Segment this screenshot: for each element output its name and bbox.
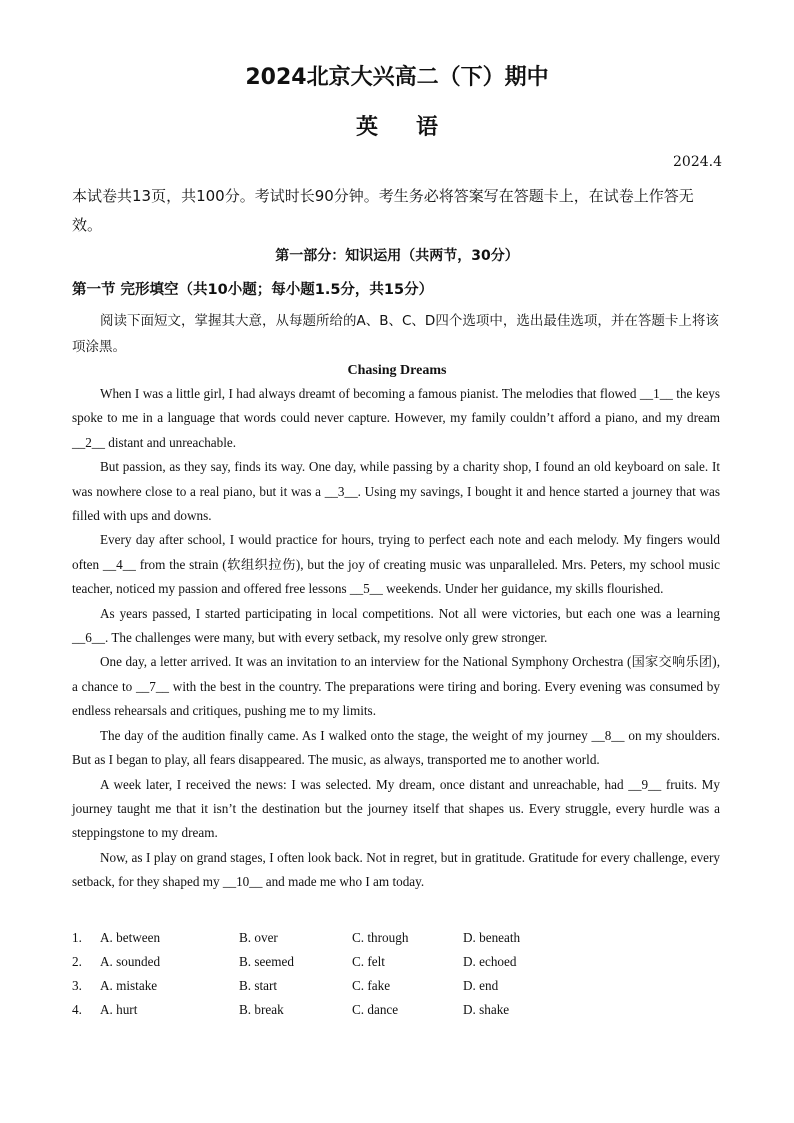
passage-paragraph: One day, a letter arrived. It was an invitation to an interview for the National Symphony Orchestra (国家交响乐团), a chance to __7__ with the best in the country. The preparations were tiring and boring. Every evening was consumed by endless rehearsals and critiques, pushing me to my limits. [72,654,720,719]
passage-paragraph: But passion, as they say, finds its way. One day, while passing by a charity shop, I found an old keyboard on sale. It was nowhere close to a real piano, but it was a __3__. Using my savings, I bought it and hence started a journey that was filled with ups and downs. [72,459,720,524]
question-row [72,950,722,974]
exam-title: 2024北京大兴高二（下）期中 [245,65,549,90]
option-c: C. felt [352,954,385,969]
option-b: B. over [239,930,278,945]
passage-paragraph: The day of the audition finally came. As I walked onto the stage, the weight of my journey __8__ on my shoulders. But as I began to play, all fears disappeared. The music, as always, transported me to another world. [72,727,720,768]
option-c: C. dance [352,1002,399,1017]
subject-title: 英语 [355,115,476,140]
part-heading: 第一部分：知识运用（共两节，30分） [275,248,519,264]
question-number: 2. [72,954,82,969]
passage-paragraph: When I was a little girl, I had always dreamt of becoming a famous pianist. The melodies that flowed __1__ the keys spoke to me in a language that words could never capture. However, my family couldn’t afford a piano, and my dream __2__ distant and unreachable. [72,386,720,450]
option-d: D. echoed [463,954,517,969]
option-a: A. mistake [100,978,158,993]
option-a: A. sounded [100,954,161,969]
question-options [72,926,722,1022]
question-number: 3. [72,978,82,993]
section-instructions: 阅读下面短文，掌握其大意，从每题所给的A、B、C、D四个选项中，选出最佳选项，并在答题卡上将该项涂黑。 [72,313,719,355]
option-a: A. hurt [100,1002,138,1017]
option-d: D. shake [463,1002,510,1017]
section-heading: 第一节 完形填空（共10小题；每小题1.5分，共15分） [72,282,434,298]
option-c: C. fake [352,978,391,993]
question-row [72,998,722,1022]
exam-date: 2024.4 [673,154,722,170]
passage-paragraph: Now, as I play on grand stages, I often look back. Not in regret, but in gratitude. Gratitude for every challenge, every setback, for they shaped my __10__ and made me who I am today. [72,849,720,890]
question-number: 4. [72,1002,82,1017]
passage-paragraph: As years passed, I started participating in local competitions. Not all were victories, but each one was a learning __6__. The challenges were many, but with every setback, my resolve only grew stronger. [72,605,720,646]
option-c: C. through [352,930,409,945]
passage-body [72,382,720,895]
option-b: B. start [239,978,278,993]
passage-paragraph: Every day after school, I would practice for hours, trying to perfect each note and each melody. My fingers would often __4__ from the strain (软组织拉伤), but the joy of creating music was unparalleled. Mrs. Peters, my school music teacher, noticed my passion and offered free lessons __5__ weekends. Under her guidance, my skills flourished. [72,532,720,597]
passage-paragraph: A week later, I received the news: I was selected. My dream, once distant and unreachable, had __9__ fruits. My journey taught me that it isn’t the destination but the journey itself that shapes us. Every struggle, every hurdle was a steppingstone to my dream. [72,776,720,841]
passage-title: Chasing Dreams [347,363,447,378]
option-b: B. seemed [239,954,294,969]
option-d: D. beneath [463,930,521,945]
question-row [72,926,722,950]
question-number: 1. [72,930,82,945]
option-a: A. between [100,930,161,945]
question-row [72,974,722,998]
option-b: B. break [239,1002,284,1017]
exam-intro: 本试卷共13页，共100分。考试时长90分钟。考生务必将答案写在答题卡上，在试卷上作答无效。 [72,187,694,234]
option-d: D. end [463,978,499,993]
